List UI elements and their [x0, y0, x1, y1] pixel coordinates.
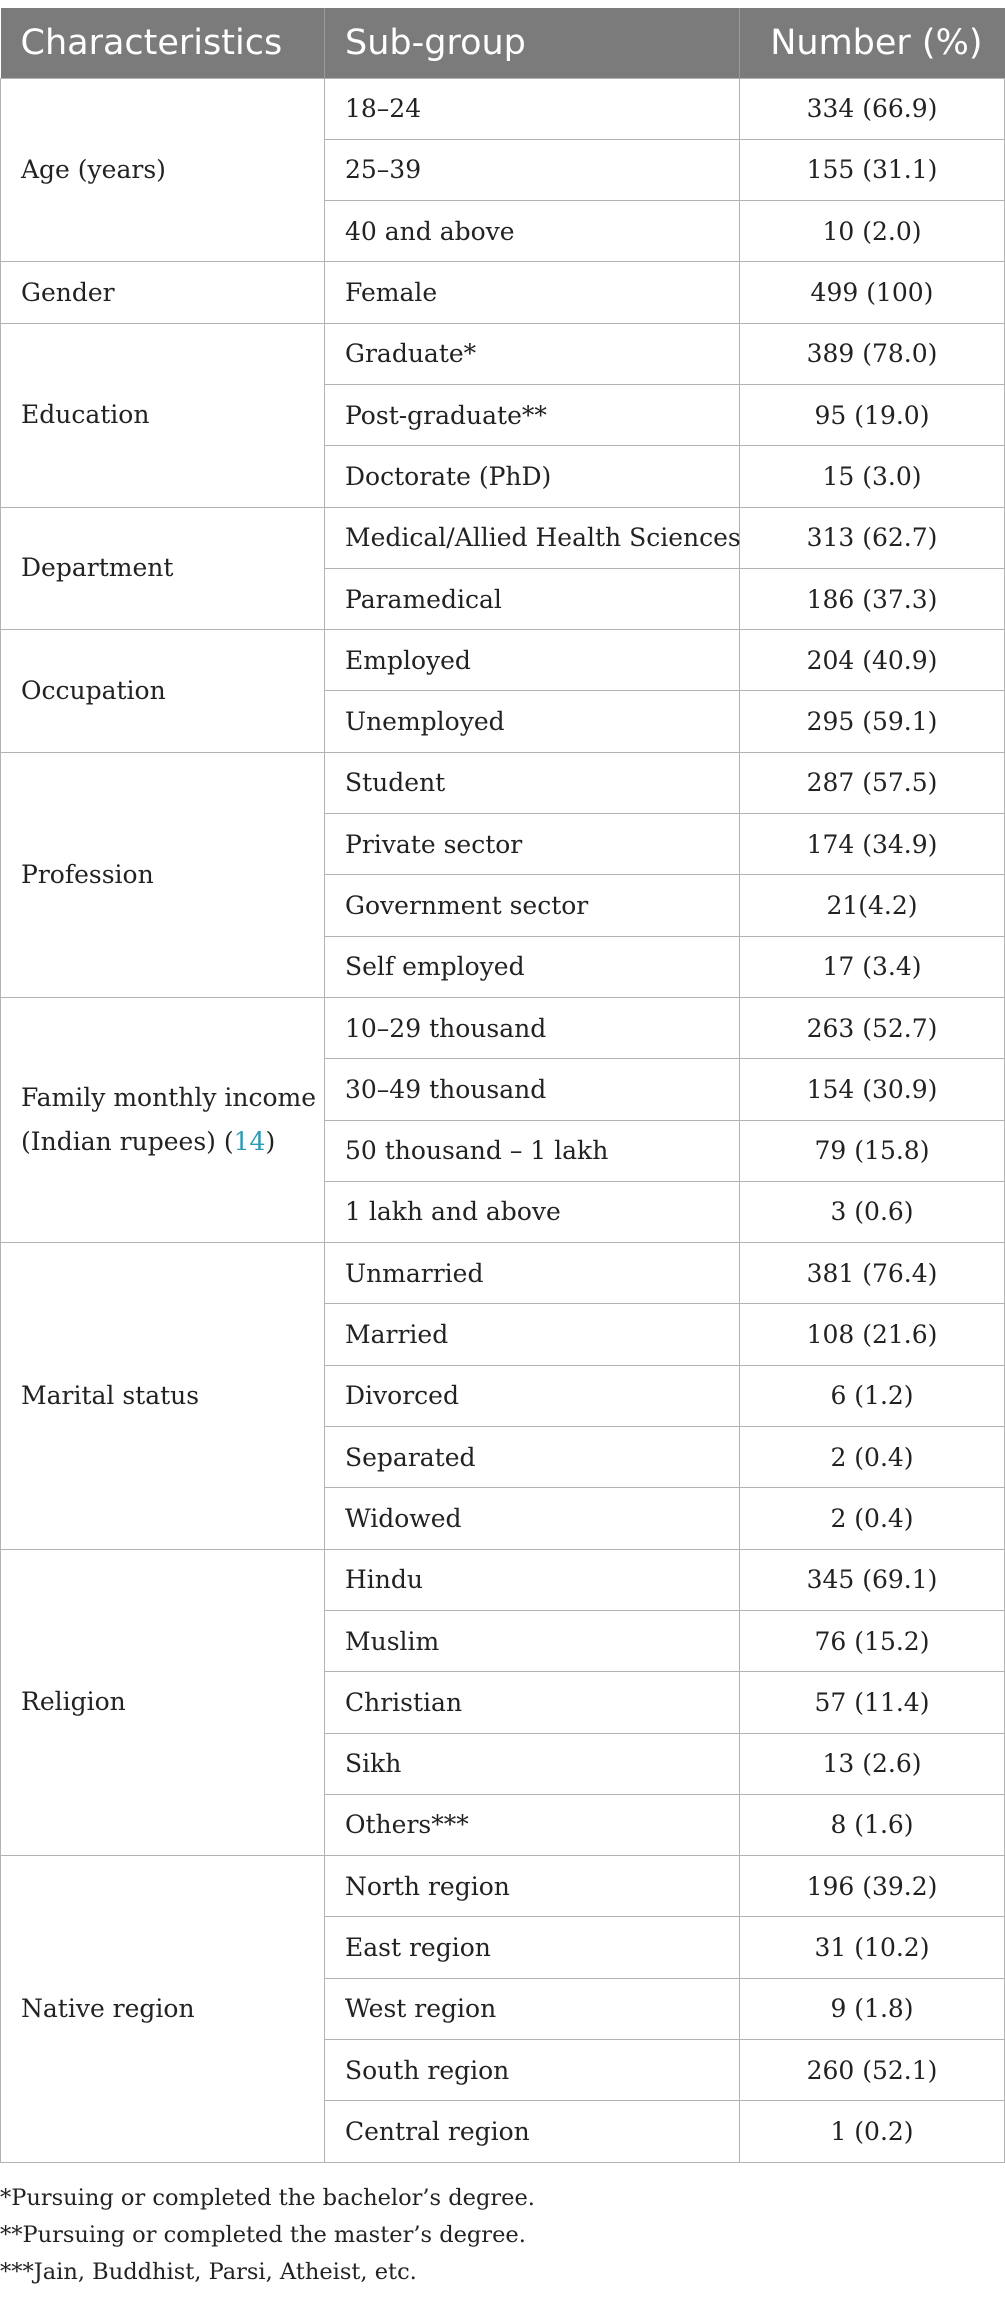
- number-percent-cell: 17 (3.4): [740, 936, 1005, 997]
- footnote: **Pursuing or completed the master’s degree.: [0, 2222, 526, 2248]
- sub-group-cell: Government sector: [325, 875, 740, 936]
- sub-group-cell: North region: [325, 1856, 740, 1917]
- table-row: [1, 1243, 1005, 1304]
- number-percent-cell: 345 (69.1): [740, 1549, 1005, 1610]
- header-number-percent: Number (%): [740, 8, 1005, 78]
- table-row: [1, 1549, 1005, 1610]
- number-percent-cell: 196 (39.2): [740, 1856, 1005, 1917]
- sub-group-cell: Female: [325, 262, 740, 323]
- number-percent-cell: 95 (19.0): [740, 384, 1005, 445]
- number-percent-cell: 3 (0.6): [740, 1181, 1005, 1242]
- footnote: ***Jain, Buddhist, Parsi, Atheist, etc.: [0, 2259, 417, 2285]
- sub-group-cell: South region: [325, 2040, 740, 2101]
- number-percent-cell: 174 (34.9): [740, 814, 1005, 875]
- sub-group-cell: Hindu: [325, 1549, 740, 1610]
- characteristic-label: Education: [21, 400, 150, 430]
- characteristic-cell: [1, 630, 325, 753]
- table-row: [1, 78, 1005, 139]
- table-row: [1, 507, 1005, 568]
- characteristic-cell: [1, 507, 325, 630]
- sub-group-cell: Central region: [325, 2101, 740, 2162]
- sub-group-cell: Self employed: [325, 936, 740, 997]
- characteristic-label: Family monthly income (Indian rupees): [21, 1083, 317, 1157]
- table-row: [1, 997, 1005, 1058]
- sub-group-cell: Unemployed: [325, 691, 740, 752]
- number-percent-cell: 313 (62.7): [740, 507, 1005, 568]
- sub-group-cell: Sikh: [325, 1733, 740, 1794]
- table-row: [1, 1856, 1005, 1917]
- sub-group-cell: Paramedical: [325, 568, 740, 629]
- header-characteristics: Characteristics: [1, 8, 325, 78]
- sub-group-cell: Christian: [325, 1672, 740, 1733]
- number-percent-cell: 155 (31.1): [740, 139, 1005, 200]
- number-percent-cell: 8 (1.6): [740, 1794, 1005, 1855]
- characteristic-cell: Family monthly income (Indian rupees) (14): [1, 997, 325, 1242]
- number-percent-cell: 295 (59.1): [740, 691, 1005, 752]
- number-percent-cell: 10 (2.0): [740, 201, 1005, 262]
- number-percent-cell: 2 (0.4): [740, 1427, 1005, 1488]
- sub-group-cell: Medical/Allied Health Sciences: [325, 507, 740, 568]
- table-header: [1, 8, 1005, 78]
- number-percent-cell: 13 (2.6): [740, 1733, 1005, 1794]
- sub-group-cell: 40 and above: [325, 201, 740, 262]
- sub-group-cell: Employed: [325, 630, 740, 691]
- sub-group-cell: Muslim: [325, 1610, 740, 1671]
- number-percent-cell: 108 (21.6): [740, 1304, 1005, 1365]
- number-percent-cell: 204 (40.9): [740, 630, 1005, 691]
- characteristic-label: Profession: [21, 859, 154, 889]
- number-percent-cell: 154 (30.9): [740, 1059, 1005, 1120]
- number-percent-cell: 2 (0.4): [740, 1488, 1005, 1549]
- number-percent-cell: 287 (57.5): [740, 752, 1005, 813]
- sub-group-cell: Post-graduate**: [325, 384, 740, 445]
- number-percent-cell: 21(4.2): [740, 875, 1005, 936]
- number-percent-cell: 15 (3.0): [740, 446, 1005, 507]
- sub-group-cell: East region: [325, 1917, 740, 1978]
- sub-group-cell: Graduate*: [325, 323, 740, 384]
- sub-group-cell: 18–24: [325, 78, 740, 139]
- sub-group-cell: West region: [325, 1978, 740, 2039]
- table-body: [1, 78, 1005, 2162]
- demographics-table: [0, 8, 1005, 2163]
- sub-group-cell: Student: [325, 752, 740, 813]
- header-sub-group: Sub-group: [325, 8, 740, 78]
- sub-group-cell: 30–49 thousand: [325, 1059, 740, 1120]
- sub-group-cell: Divorced: [325, 1365, 740, 1426]
- number-percent-cell: 76 (15.2): [740, 1610, 1005, 1671]
- sub-group-cell: Widowed: [325, 1488, 740, 1549]
- characteristic-label: Religion: [21, 1687, 126, 1717]
- sub-group-cell: Doctorate (PhD): [325, 446, 740, 507]
- table-row: [1, 323, 1005, 384]
- number-percent-cell: 9 (1.8): [740, 1978, 1005, 2039]
- sub-group-cell: 25–39: [325, 139, 740, 200]
- characteristic-cell: [1, 323, 325, 507]
- number-percent-cell: 79 (15.8): [740, 1120, 1005, 1181]
- number-percent-cell: 260 (52.1): [740, 2040, 1005, 2101]
- characteristic-cell: [1, 1549, 325, 1855]
- number-percent-cell: 334 (66.9): [740, 78, 1005, 139]
- characteristic-label: Age (years): [21, 154, 166, 184]
- footnotes: [0, 2180, 535, 2291]
- sub-group-cell: Married: [325, 1304, 740, 1365]
- sub-group-cell: Unmarried: [325, 1243, 740, 1304]
- characteristic-label: Gender: [21, 277, 115, 307]
- characteristic-label: Department: [21, 553, 174, 583]
- characteristic-cell: [1, 752, 325, 997]
- number-percent-cell: 381 (76.4): [740, 1243, 1005, 1304]
- characteristic-cell: [1, 1856, 325, 2162]
- characteristic-cell: [1, 262, 325, 323]
- footnote: *Pursuing or completed the bachelor’s degree.: [0, 2185, 535, 2211]
- number-percent-cell: 186 (37.3): [740, 568, 1005, 629]
- sub-group-cell: Separated: [325, 1427, 740, 1488]
- sub-group-cell: 50 thousand – 1 lakh: [325, 1120, 740, 1181]
- number-percent-cell: 6 (1.2): [740, 1365, 1005, 1426]
- characteristic-cell: [1, 1243, 325, 1549]
- sub-group-cell: 1 lakh and above: [325, 1181, 740, 1242]
- reference-link[interactable]: 14: [233, 1127, 266, 1157]
- header-row: [1, 8, 1005, 78]
- number-percent-cell: 1 (0.2): [740, 2101, 1005, 2162]
- table-row: [1, 630, 1005, 691]
- number-percent-cell: 57 (11.4): [740, 1672, 1005, 1733]
- sub-group-cell: 10–29 thousand: [325, 997, 740, 1058]
- sub-group-cell: Others***: [325, 1794, 740, 1855]
- characteristic-cell: [1, 78, 325, 262]
- characteristic-label: Occupation: [21, 675, 166, 705]
- sub-group-cell: Private sector: [325, 814, 740, 875]
- characteristic-label: Marital status: [21, 1380, 200, 1410]
- number-percent-cell: 263 (52.7): [740, 997, 1005, 1058]
- number-percent-cell: 389 (78.0): [740, 323, 1005, 384]
- number-percent-cell: 499 (100): [740, 262, 1005, 323]
- characteristic-label: Native region: [21, 1993, 195, 2023]
- table-row: [1, 752, 1005, 813]
- table-row: [1, 262, 1005, 323]
- number-percent-cell: 31 (10.2): [740, 1917, 1005, 1978]
